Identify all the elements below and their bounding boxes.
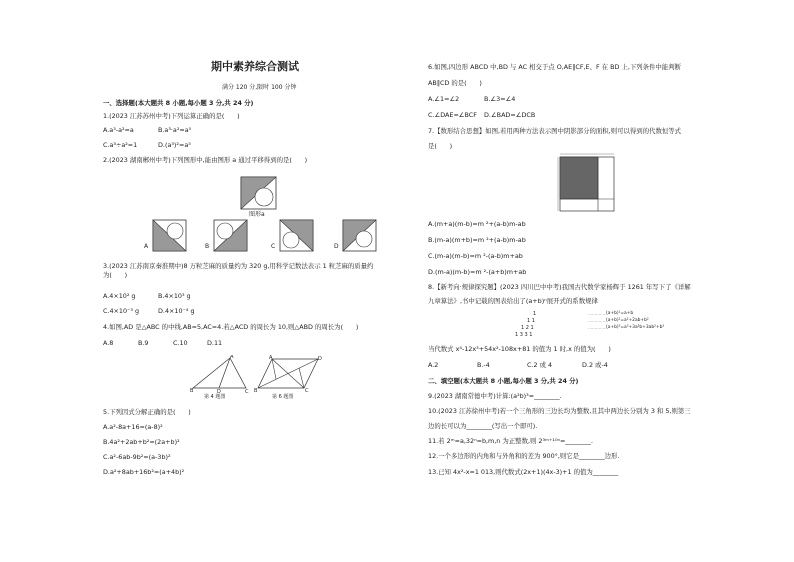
q6-option-b: B.∠3=∠4 [484,95,516,103]
question-12: 12.一个多边形的内角和与外角和的差为 900°,则它是________边形. [428,452,620,460]
pascal-row-4: 1 3 3 1 [515,332,533,338]
figure-q7-area-square [556,153,620,213]
q8-option-c: C.2 或 4 [527,361,553,369]
figure-a-label: 图形a [249,211,265,218]
pascal-dots-3: …………… [588,325,608,330]
question-3-line1: 3.(2023 江苏南京秦淮期中)8 万粒芝麻的质量约为 320 g,用科学记数法表示 1 粒芝麻的质量约 [103,262,374,270]
question-1: 1.(2023 江苏苏州中考)下列运算正确的是( ) [103,112,240,120]
section-1-heading: 一、选择题(本大题共 8 小题,每小题 3 分,共 24 分) [103,99,254,107]
q6-option-a: A.∠1=∠2 [428,95,460,103]
question-8-line3: 当代数式 x⁴-12x³+54x²-108x+81 的值为 1 时,x 的值为( ) [428,345,611,353]
page-title: 期中素养综合测试 [211,60,299,73]
pascal-row-2: 1 1 [527,318,535,324]
pascal-dots-1: …………… [588,311,608,316]
q1-option-c: C.a³÷a²=1 [103,141,138,149]
q1-option-d: D.(a³)²=a⁵ [158,141,191,149]
figure-option-b [213,219,249,253]
q4-option-d: D.11 [207,339,223,347]
q3-option-a: A.4×10² g [103,292,136,300]
figure-option-c [279,219,315,253]
question-9: 9.(2023 湖南常德中考)计算:(a²b)³=________. [428,392,562,400]
question-6-line2: AB∥CD 的是( ) [428,79,482,87]
q5-option-d: D.a²+8ab+16b²=(a+4b)² [103,468,185,476]
question-10-line2: 边的长可以为________(写出一个即可). [428,422,538,430]
question-8-line1: 8.【新考向·规律探究题】(2023 四川巴中中考)我国古代数学家杨辉于 1261 年写下了《详解 [428,283,691,291]
question-10-line1: 10.(2023 江苏徐州中考)若一个三角形的三边长均为整数,且其中两边长分别为 3 和 5,则第三 [428,407,691,415]
option-a-label: A [144,243,149,250]
svg-text:C: C [305,388,309,393]
q8-option-a: A.2 [428,361,439,369]
option-d-label: D [334,243,339,250]
question-8-line2: 九章算法》,书中记载的图表给出了(a+b)ⁿ展开式的系数规律 [428,297,598,305]
svg-text:C: C [245,389,249,393]
question-5: 5.下列因式分解正确的是( ) [103,408,191,416]
q8-option-d: D.2 或-4 [582,361,608,369]
pascal-expansion-1: (a+b)¹=a+b [606,311,634,316]
question-2: 2.(2023 湖南郴州中考)下列图形中,能由图形 a 通过平移得到的是( ) [103,156,308,164]
q5-option-a: A.a²-8a+16=(a-8)² [103,423,163,431]
q1-option-b: B.a³·a²=a⁵ [158,126,192,134]
q7-option-d: D.(m-a)(m-b)=m ²-(a+b)m+ab [428,268,527,276]
svg-text:D: D [217,389,221,393]
q7-option-b: B.(m-a)(m+b)=m ²+(a-b)m-ab [428,236,526,244]
q7-option-a: A.(m+a)(m-b)=m ²+(a-b)m-ab [428,220,526,228]
svg-text:A: A [269,355,273,361]
svg-text:D: D [318,356,322,362]
q3-option-d: D.4×10⁻⁴ g [158,307,195,315]
option-c-label: C [271,243,276,250]
q8-option-b: B.-4 [477,361,490,369]
q7-option-c: C.(m-a)(m-b)=m ²-(a-b)m+ab [428,252,523,260]
pascal-row-3: 1 2 1 [521,325,534,331]
question-13: 13.已知 4x²-x=1 013,则代数式(2x+1)(4x-3)+1 的值为________ [428,468,619,476]
q5-option-c: C.a²-6ab-9b²=(a-3b)² [103,453,171,461]
question-4: 4.如图,AD 是△ABC 的中线,AB=5,AC=4.若△ACD 的周长为 10,则△ABD 的周长为( ) [103,323,359,331]
q6-option-d: D.∠BAD=∠DCB [484,111,536,119]
svg-text:A: A [230,355,234,360]
q4-option-b: B.9 [138,339,149,347]
figure-6-caption: 第 6 题图 [272,394,294,400]
svg-text:B: B [190,388,194,393]
figure-q4-triangle [190,355,250,393]
pascal-dots-2: …………… [588,318,608,323]
question-7-line2: 是( ) [428,142,453,150]
q4-option-c: C.10 [173,339,188,347]
q3-option-b: B.4×10³ g [158,292,191,300]
q4-option-a: A.8 [103,339,114,347]
figure-option-d [342,219,378,253]
option-b-label: B [205,243,210,250]
pascal-row-1: 1 [533,311,537,317]
figure-option-a [152,219,188,253]
pascal-expansion-3: (a+b)³=a³+3a²b+3ab²+b³ [606,325,665,330]
svg-text:B: B [254,388,258,393]
q6-option-c: C.∠DAE=∠BCF [428,111,477,119]
figure-q6-quadrilateral [254,355,322,393]
question-6-line1: 6.如图,四边形 ABCD 中,BD 与 AC 相交于点 O,AE∥CF,E、F 在 BD 上,下列条件中能判断 [428,63,681,71]
q5-option-b: B.4a²+2ab+b²=(2a+b)² [103,438,180,446]
pascal-expansion-2: (a+b)²=a²+2ab+b² [606,318,649,323]
section-2-heading: 二、填空题(本大题共 8 小题,每小题 3 分,共 24 分) [428,377,579,385]
figure-4-caption: 第 4 题图 [204,394,226,400]
page-subtitle: 满分 120 分,限时 100 分钟 [222,84,297,91]
question-7-line1: 7.【数形结合思想】如图,若用两种方法表示图中阴影部分的面积,则可以得到的代数恒等式 [428,127,682,135]
question-3-line2: 为( ) [103,271,128,279]
question-11: 11.若 2ᵐ=a,32ⁿ=b,m,n 为正整数,则 2³ᵐ⁺¹⁰ⁿ=________. [428,437,594,445]
q1-option-a: A.a³-a²=a [103,126,134,134]
q3-option-c: C.4×10⁻³ g [103,307,140,315]
